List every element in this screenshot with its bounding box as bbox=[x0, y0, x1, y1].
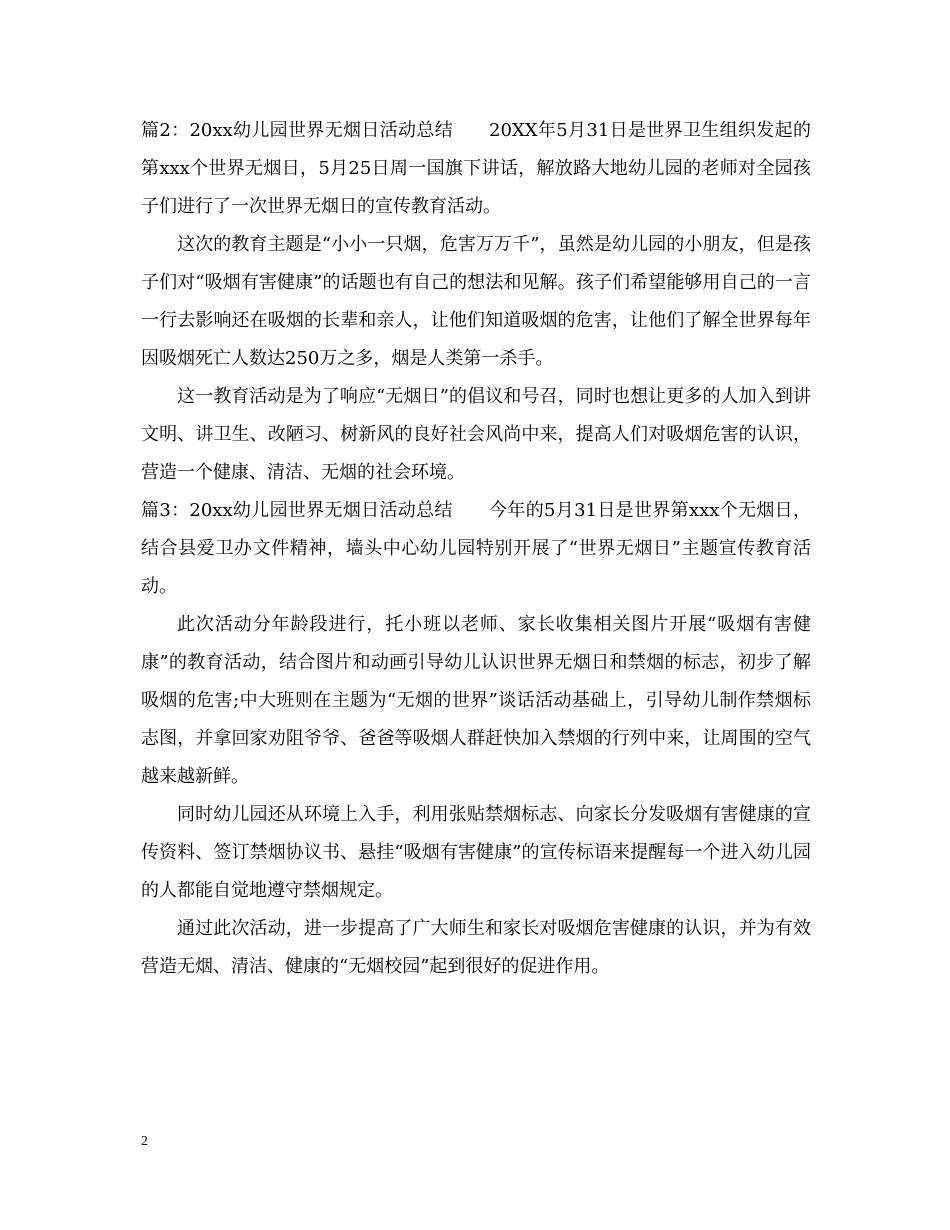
body-paragraph: 此次活动分年龄段进行，托小班以老师、家长收集相关图片开展“吸烟有害健康”的教育活动，结合图片和动画引导幼儿认识世界无烟日和禁烟的标志，初步了解吸烟的危害;中大班则在主题为“无烟的世界”谈话活动基础上，引导幼儿制作禁烟标志图，并拿回家劝阻爷爷、爸爸等吸烟人群赶快加入禁烟的行列中来，让周围的空气越来越新鲜。 bbox=[141, 614, 811, 787]
page-number: 2 bbox=[141, 1134, 148, 1149]
document-body bbox=[141, 112, 811, 986]
section-paragraph-3 bbox=[141, 492, 811, 606]
section-heading-2: 篇2：20xx幼儿园世界无烟日活动总结 bbox=[141, 120, 454, 141]
section-intro-text-2: 20XX年5月31日是世界卫生组织发起的第xxx个世界无烟日，5月25日周一国旗下讲话，解放路大地幼儿园的老师对全园孩子们进行了一次世界无烟日的宣传教育活动。 bbox=[141, 120, 811, 217]
body-paragraph: 这次的教育主题是“小小一只烟，危害万万千”，虽然是幼儿园的小朋友，但是孩子们对“吸烟有害健康”的话题也有自己的想法和见解。孩子们希望能够用自己的一言一行去影响还在吸烟的长辈和亲人，让他们知道吸烟的危害，让他们了解全世界每年因吸烟死亡人数达250万之多，烟是人类第一杀手。 bbox=[141, 234, 811, 369]
body-paragraph: 同时幼儿园还从环境上入手，利用张贴禁烟标志、向家长分发吸烟有害健康的宣传资料、签订禁烟协议书、悬挂“吸烟有害健康”的宣传标语来提醒每一个进入幼儿园的人都能自觉地遵守禁烟规定。 bbox=[141, 804, 811, 901]
body-paragraph: 这一教育活动是为了响应“无烟日”的倡议和号召，同时也想让更多的人加入到讲文明、讲卫生、改陋习、树新风的良好社会风尚中来，提高人们对吸烟危害的认识，营造一个健康、清洁、无烟的社会环境。 bbox=[141, 386, 811, 483]
section-intro-text-3: 今年的5月31日是世界第xxx个无烟日，结合县爱卫办文件精神，墙头中心幼儿园特别开展了“世界无烟日”主题宣传教育活动。 bbox=[141, 500, 811, 597]
section-heading-3: 篇3：20xx幼儿园世界无烟日活动总结 bbox=[141, 500, 453, 521]
section-paragraph-2 bbox=[141, 112, 811, 226]
body-paragraph: 通过此次活动，进一步提高了广大师生和家长对吸烟危害健康的认识，并为有效营造无烟、清洁、健康的“无烟校园”起到很好的促进作用。 bbox=[141, 918, 811, 977]
